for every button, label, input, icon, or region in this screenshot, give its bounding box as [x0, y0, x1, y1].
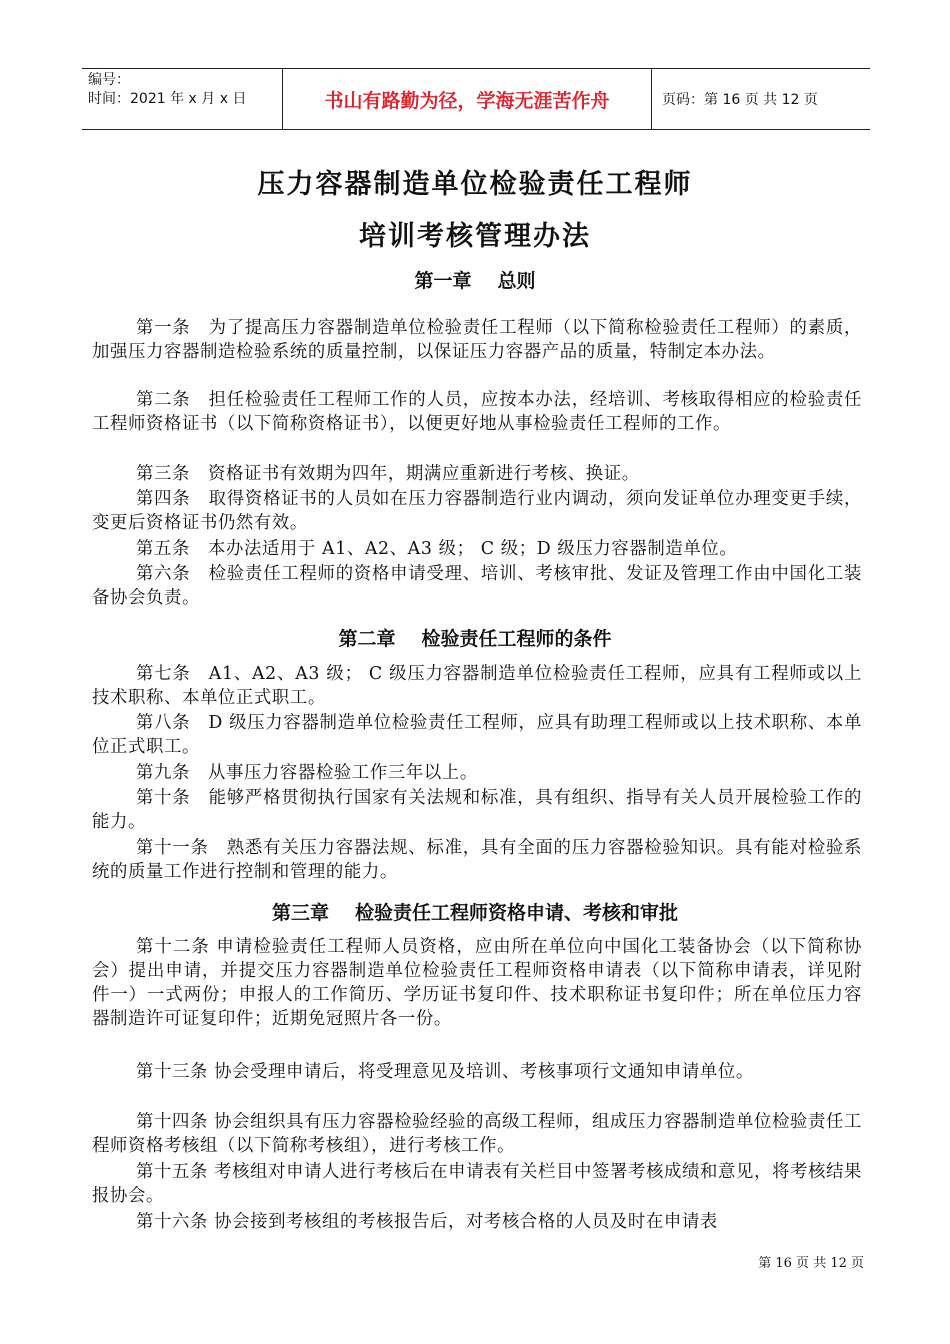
article-1: 第一条 为了提高压力容器制造单位检验责任工程师（以下简称检验责任工程师）的素质，加强压力容器制造检验系统的质量控制，以保证压力容器产品的质量，特制定本办法。: [92, 318, 862, 362]
chapter-2-name: 检验责任工程师的条件: [421, 628, 612, 650]
article-14: 第十四条 协会组织具有压力容器检验经验的高级工程师，组成压力容器制造单位检验责任工程师资格考核组（以下简称考核组），进行考核工作。: [92, 1112, 862, 1156]
header-motto: 书山有路勤为径，学海无涯苦作舟: [282, 69, 652, 129]
time-label: 时间：2021 年 x 月 x 日: [88, 91, 247, 107]
header-page-info: 页码：第 16 页 共 12 页: [662, 92, 818, 108]
article-10: 第十条 能够严格贯彻执行国家有关法规和标准，具有组织、指导有关人员开展检验工作的能力。: [92, 788, 862, 832]
article-15: 第十五条 考核组对申请人进行考核后在申请表有关栏目中签署考核成绩和意见，将考核结果报协会。: [92, 1162, 862, 1206]
page-header: [82, 68, 870, 130]
chapter-1-name: 总则: [497, 270, 536, 292]
article-2: 第二条 担任检验责任工程师工作的人员，应按本办法，经培训、考核取得相应的检验责任工程师资格证书（以下简称资格证书），以便更好地从事检验责任工程师的工作。: [92, 390, 862, 434]
chapter-3-name: 检验责任工程师资格申请、考核和审批: [355, 902, 679, 924]
article-9: 第九条 从事压力容器检验工作三年以上。: [136, 763, 478, 783]
article-16: 第十六条 协会接到考核组的考核报告后，对考核合格的人员及时在申请表: [136, 1212, 718, 1232]
header-meta: [82, 69, 282, 129]
chapter-1-num: 第一章: [414, 270, 472, 292]
article-3: 第三条 资格证书有效期为四年，期满应重新进行考核、换证。: [136, 464, 640, 484]
chapter-2-num: 第二章: [338, 628, 396, 650]
article-11: 第十一条 熟悉有关压力容器法规、标准，具有全面的压力容器检验知识。具有能对检验系统的质量工作进行控制和管理的能力。: [92, 838, 862, 882]
article-4: 第四条 取得资格证书的人员如在压力容器制造行业内调动，须向发证单位办理变更手续，变更后资格证书仍然有效。: [92, 489, 862, 533]
chapter-3-heading: [0, 898, 950, 925]
article-13: 第十三条 协会受理申请后，将受理意见及培训、考核事项行文通知申请单位。: [136, 1062, 754, 1082]
doc-title-line1: 压力容器制造单位检验责任工程师: [257, 169, 693, 200]
chapter-2-heading: [0, 624, 950, 651]
chapter-1-heading: [0, 266, 950, 293]
page-footer: 第 16 页 共 12 页: [758, 1256, 864, 1271]
doc-title-line2: 培训考核管理办法: [359, 221, 591, 252]
article-8: 第八条 D 级压力容器制造单位检验责任工程师，应具有助理工程师或以上技术职称、本单位正式职工。: [92, 713, 862, 757]
article-12: 第十二条 申请检验责任工程师人员资格，应由所在单位向中国化工装备协会（以下简称协会）提出申请，并提交压力容器制造单位检验责任工程师资格申请表（以下简称申请表，详见附件一）一式两份；申报人的工作简历、学历证书复印件、技术职称证书复印件；所在单位压力容器制造许可证复印件；近期免冠照片各一份。: [92, 937, 862, 1029]
article-7: 第七条 A1、A2、A3 级； C 级压力容器制造单位检验责任工程师，应具有工程师或以上技术职称、本单位正式职工。: [92, 664, 862, 708]
article-5: 第五条 本办法适用于 A1、A2、A3 级； C 级；D 级压力容器制造单位。: [136, 539, 738, 559]
chapter-3-num: 第三章: [271, 902, 329, 924]
number-label: 编号：: [88, 72, 130, 88]
article-6: 第六条 检验责任工程师的资格申请受理、培训、考核审批、发证及管理工作由中国化工装备协会负责。: [92, 564, 862, 608]
